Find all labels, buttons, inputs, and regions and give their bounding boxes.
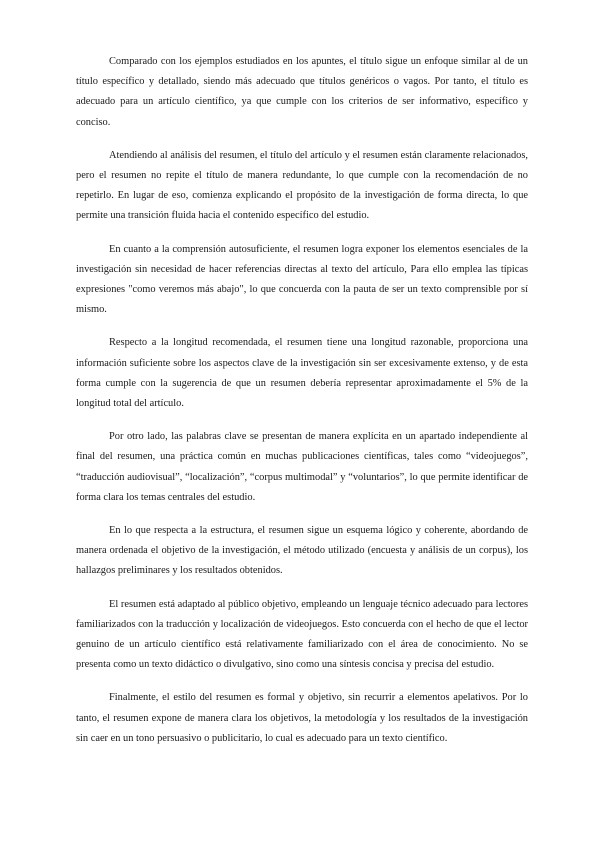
paragraph-audience: El resumen está adaptado al público objetivo, empleando un lenguaje técnico adecuado para lectores familiarizados con la traducción y localización de videojuegos. Esto concuerda con el hecho de que el lector genuino de un artículo científico está relativamente familiarizado con el área de conocimiento. No se presenta como un texto didáctico o divulgativo, sino como una síntesis concisa y precisa del estudio.: [76, 598, 528, 671]
paragraph-structure: En lo que respecta a la estructura, el resumen sigue un esquema lógico y coherente, abordando de manera ordenada el objetivo de la investigación, el método utilizado (encuesta y análisis de un corpus), los hallazgos preliminares y los resultados obtenidos.: [76, 525, 528, 577]
paragraph-style: Finalmente, el estilo del resumen es formal y objetivo, sin recurrir a elementos apelativos. Por lo tanto, el resumen expone de manera clara los objetivos, la metodología y los resultados de la investigación sin caer en un tono persuasivo o publicitario, lo cual es adecuado para un texto científico.: [76, 692, 528, 744]
paragraph-title-assessment: Comparado con los ejemplos estudiados en los apuntes, el título sigue un enfoque similar al de un título específico y detallado, siendo más adecuado que títulos genéricos o vagos. Por tanto, el título es adecuado para un artículo científico, ya que cumple con los criterios de ser informativo, específico y conciso.: [76, 56, 528, 128]
paragraph-self-sufficiency: En cuanto a la comprensión autosuficiente, el resumen logra exponer los elementos esenciales de la investigación sin necesidad de hacer referencias directas al texto del artículo, Para ello emplea las típicas expresiones "como veremos más abajo", lo que concuerda con la pauta de ser un texto comprensible por sí mismo.: [76, 243, 528, 316]
paragraph-keywords: Por otro lado, las palabras clave se presentan de manera explícita en un apartado independiente al final del resumen, una práctica común en muchas publicaciones científicas, tales como “videojuegos”, “traducción audiovisual”, “localización”, “corpus multimodal” y “voluntarios”, lo que permite identificar de forma clara los temas centrales del estudio.: [76, 431, 528, 503]
paragraph-length: Respecto a la longitud recomendada, el resumen tiene una longitud razonable, proporciona una información suficiente sobre los aspectos clave de la investigación sin ser excesivamente extenso, y de esta forma cumple con la sugerencia de que un resumen debería representar aproximadamente el 5% de la longitud total del artículo.: [76, 337, 528, 410]
document-page: [76, 52, 528, 762]
paragraph-summary-relation: Atendiendo al análisis del resumen, el título del artículo y el resumen están claramente relacionados, pero el resumen no repite el título de manera redundante, lo que cumple con la recomendación de no repetirlo. En lugar de eso, comienza explicando el propósito de la investigación de forma directa, lo que permite una transición fluida hacia el contenido específico del estudio.: [76, 149, 528, 222]
